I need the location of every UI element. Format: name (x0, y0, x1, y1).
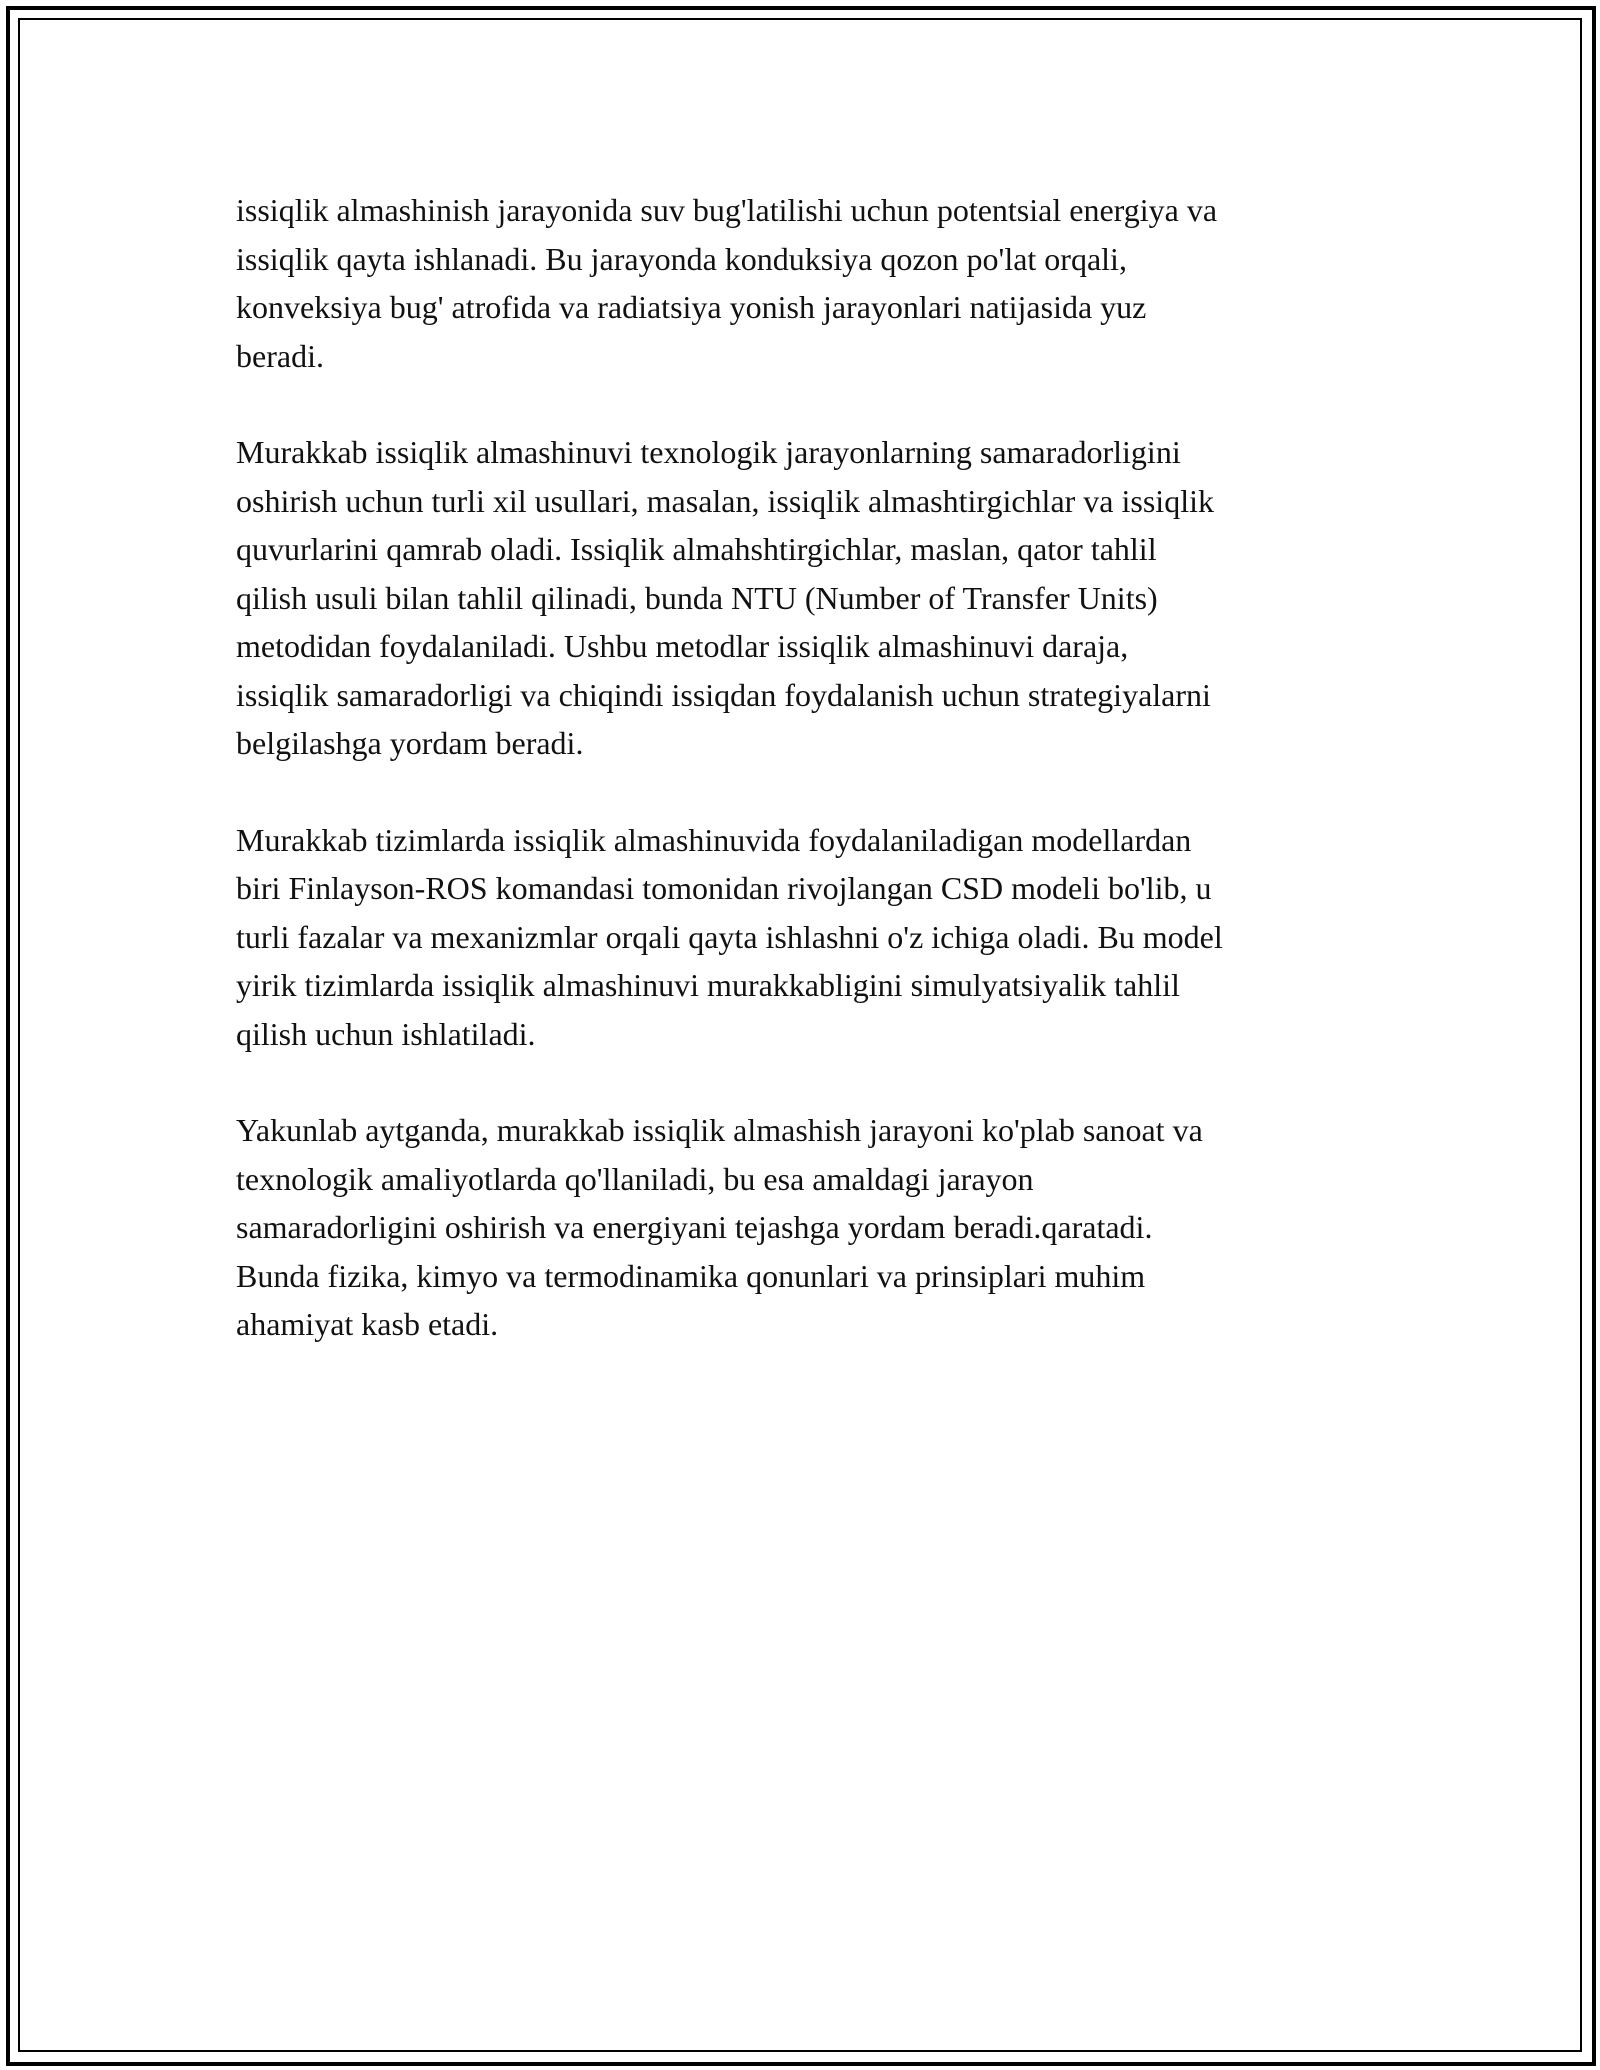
paragraph-line: oshirish uchun turli xil usullari, masalan, issiqlik almashtirgichlar va issiqlik (236, 482, 1214, 519)
paragraph-line: texnologik amaliyotlarda qo'llaniladi, bu esa amaldagi jarayon (236, 1160, 1034, 1197)
paragraph-line: Murakkab tizimlarda issiqlik almashinuvida foydalaniladigan modellardan (236, 821, 1192, 858)
paragraph-line: Murakkab issiqlik almashinuvi texnologik jarayonlarning samaradorligini (236, 434, 1181, 470)
paragraph-line: metodidan foydalaniladi. Ushbu metodlar issiqlik almashinuvi daraja, (236, 628, 1129, 664)
paragraph-line: Yakunlab aytganda, murakkab issiqlik almashish jarayoni ko'plab sanoat va (236, 1112, 1203, 1148)
paragraph-line: turli fazalar va mexanizmlar orqali qayta ishlashni o'z ichiga oladi. Bu model (236, 918, 1223, 955)
paragraph-line: konveksiya bug' atrofida va radiatsiya yonish jarayonlari natijasida yuz (236, 289, 1147, 325)
paragraph-1 (236, 186, 1366, 380)
paragraph-4 (236, 1106, 1366, 1349)
paragraph-line: issiqlik almashinish jarayonida suv bug'latilishi uchun potentsial energiya va (236, 192, 1218, 228)
paragraph-line: samaradorligini oshirish va energiyani tejashga yordam beradi.qaratadi. (236, 1209, 1153, 1245)
paragraph-line: belgilashga yordam beradi. (236, 725, 584, 761)
paragraph-line: qilish uchun ishlatiladi. (236, 1015, 536, 1052)
paragraph-line: beradi. (236, 337, 324, 374)
paragraph-line: issiqlik samaradorligi va chiqindi issiqdan foydalanish uchun strategiyalarni (236, 676, 1211, 713)
paragraph-line: biri Finlayson-ROS komandasi tomonidan rivojlangan CSD modeli bo'lib, u (236, 870, 1212, 906)
paragraph-3 (236, 816, 1366, 1059)
paragraph-line: qilish usuli bilan tahlil qilinadi, bunda NTU (Number of Transfer Units) (236, 579, 1158, 616)
paragraph-line: issiqlik qayta ishlanadi. Bu jarayonda konduksiya qozon po'lat orqali, (236, 240, 1127, 277)
document-body (236, 186, 1366, 1397)
paragraph-2 (236, 428, 1366, 768)
paragraph-line: quvurlarini qamrab oladi. Issiqlik almahshtirgichlar, maslan, qator tahlil (236, 531, 1157, 567)
paragraph-line: Bunda fizika, kimyo va termodinamika qonunlari va prinsiplari muhim (236, 1257, 1146, 1294)
paragraph-line: yirik tizimlarda issiqlik almashinuvi murakkabligini simulyatsiyalik tahlil (236, 967, 1180, 1003)
paragraph-line: ahamiyat kasb etadi. (236, 1306, 499, 1342)
